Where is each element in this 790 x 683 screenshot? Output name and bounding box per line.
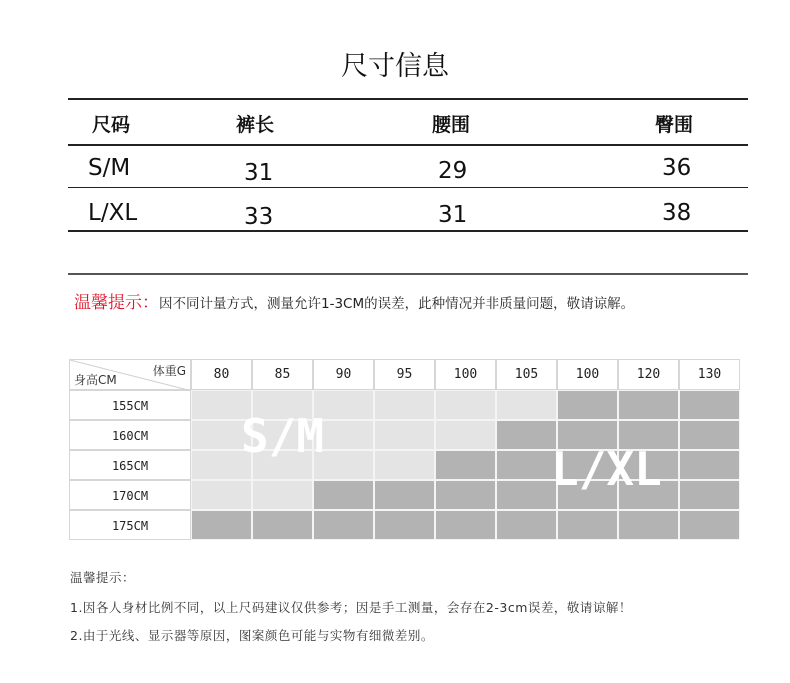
- header-size: 尺码: [92, 114, 131, 136]
- zone-cell-lxl: [679, 390, 740, 420]
- weight-header: 100: [557, 359, 618, 390]
- notes-heading: 温馨提示：: [70, 570, 136, 585]
- height-label: 165CM: [69, 450, 191, 480]
- height-label: 170CM: [69, 480, 191, 510]
- zone-cell-lxl: [435, 480, 496, 510]
- zone-cell-lxl: [496, 510, 557, 540]
- zone-cell-lxl: [679, 480, 740, 510]
- corner-height-label: 身高CM: [74, 373, 117, 387]
- zone-cell-lxl: [496, 450, 557, 480]
- zone-cell-lxl: [313, 480, 374, 510]
- zone-cell-lxl: [618, 390, 679, 420]
- zone-cell-sm: [496, 390, 557, 420]
- zone-cell-lxl: [374, 480, 435, 510]
- zone-cell-sm: [374, 390, 435, 420]
- notes-line-2: 2.由于光线、显示器等原因，图案颜色可能与实物有细微差别。: [70, 628, 434, 643]
- header-waist: 腰围: [432, 114, 471, 136]
- zone-cell-lxl: [679, 420, 740, 450]
- tip-text: 因不同计量方式，测量允许1-3CM的误差，此种情况并非质量问题，敬请谅解。: [159, 296, 635, 312]
- zone-cell-lxl: [374, 510, 435, 540]
- zone-cell-sm: [252, 480, 313, 510]
- table-top-rule: [68, 98, 748, 100]
- zone-cell-sm: [435, 420, 496, 450]
- row-waist: 31: [438, 202, 468, 228]
- weight-header: 85: [252, 359, 313, 390]
- page-title: 尺寸信息: [341, 51, 449, 82]
- lxl-zone-label: L/XL: [551, 442, 662, 496]
- weight-header: 120: [618, 359, 679, 390]
- zone-cell-lxl: [435, 510, 496, 540]
- zone-cell-lxl: [252, 510, 313, 540]
- zone-cell-sm: [374, 420, 435, 450]
- zone-cell-lxl: [435, 450, 496, 480]
- row-hip: 36: [662, 155, 692, 181]
- zone-cell-lxl: [557, 510, 618, 540]
- zone-cell-lxl: [191, 510, 252, 540]
- row-hip: 38: [662, 200, 692, 226]
- weight-header: 80: [191, 359, 252, 390]
- weight-header: 95: [374, 359, 435, 390]
- table-row-rule: [68, 187, 748, 188]
- tip-label: 温馨提示：: [74, 293, 159, 313]
- row-length: 33: [244, 204, 274, 230]
- header-hip: 臀围: [655, 114, 694, 136]
- size-chart: [69, 359, 741, 541]
- corner-weight-label: 体重G: [152, 364, 186, 378]
- zone-cell-lxl: [679, 510, 740, 540]
- zone-cell-lxl: [618, 510, 679, 540]
- weight-header: 100: [435, 359, 496, 390]
- weight-header: 90: [313, 359, 374, 390]
- zone-cell-lxl: [313, 510, 374, 540]
- weight-header: 105: [496, 359, 557, 390]
- height-label: 160CM: [69, 420, 191, 450]
- height-label: 175CM: [69, 510, 191, 540]
- tip-rule: [68, 273, 748, 275]
- row-waist: 29: [438, 158, 468, 184]
- row-size: S/M: [88, 155, 131, 181]
- zone-cell-lxl: [679, 450, 740, 480]
- zone-cell-sm: [374, 450, 435, 480]
- row-length: 31: [244, 160, 274, 186]
- weight-header: 130: [679, 359, 740, 390]
- zone-cell-sm: [435, 390, 496, 420]
- table-bottom-rule: [68, 230, 748, 232]
- chart-corner: [69, 359, 191, 390]
- sm-zone-label: S/M: [241, 409, 325, 463]
- table-header-rule: [68, 144, 748, 146]
- zone-cell-lxl: [496, 480, 557, 510]
- header-length: 裤长: [236, 114, 275, 136]
- zone-cell-lxl: [557, 390, 618, 420]
- row-size: L/XL: [88, 200, 138, 226]
- zone-cell-lxl: [496, 420, 557, 450]
- tip-line: [74, 288, 634, 313]
- notes-line-1: 1.因各人身材比例不同，以上尺码建议仅供参考；因是手工测量，会存在2-3cm误差，敬请谅解！: [70, 600, 632, 615]
- height-label: 155CM: [69, 390, 191, 420]
- zone-cell-sm: [191, 480, 252, 510]
